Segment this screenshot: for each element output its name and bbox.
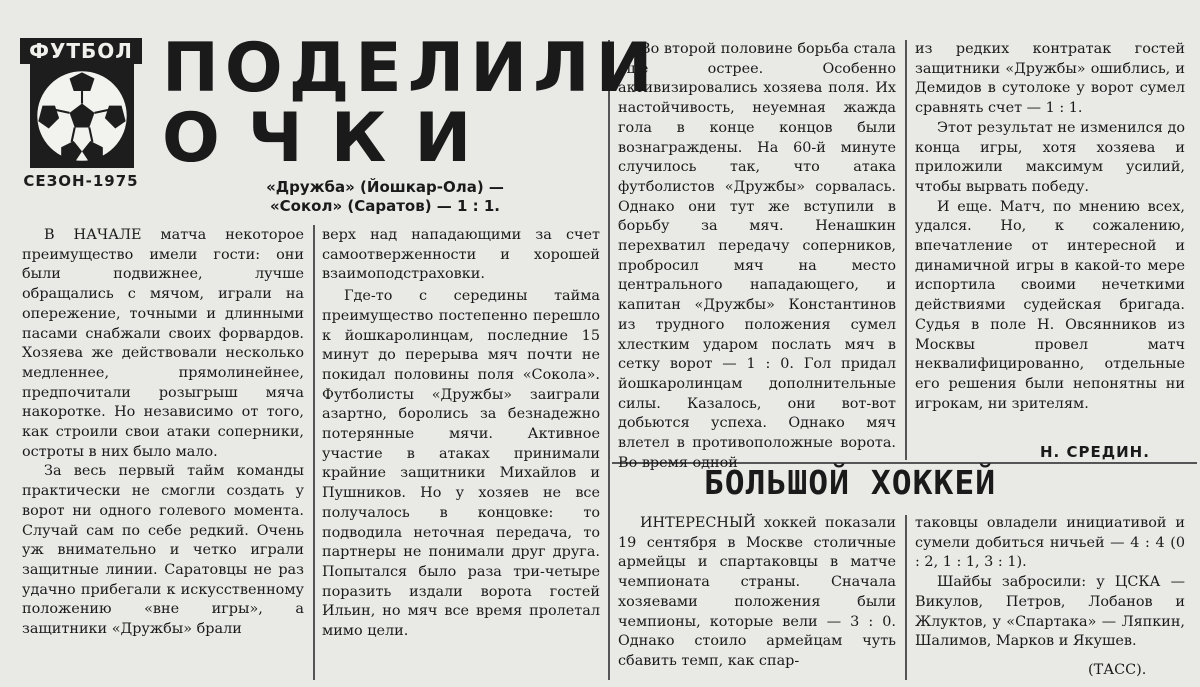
hockey-column-1	[618, 514, 896, 672]
headline-line-1: ПОДЕЛИЛИ	[162, 29, 659, 108]
news-agency-source: (ТАСС).	[1088, 662, 1147, 678]
subtitle-line-2: «Сокол» (Саратов) — 1 : 1.	[269, 197, 501, 215]
paragraph: В НАЧАЛЕ матча некоторое преимущество имели гости: они были подвижнее, лучше обращались с мячом, играли на опережение, точными и длинными пасами снабжали своих форвардов. Хозяева же действовали несколько медленнее, прямолинейнее, предпочитали розыгрыш мяча накоротке. Но независимо от того, как строили свои атаки соперники, остроты в них было мало.	[22, 227, 304, 460]
headline-line-2: ОЧКИ	[162, 99, 500, 178]
football-column-4	[915, 40, 1185, 414]
column-rule	[905, 515, 907, 680]
football-column-3	[618, 40, 896, 473]
column-rule	[313, 225, 315, 680]
paragraph: За весь первый тайм команды практически не смогли создать у ворот ни одного голевого момента. Случай сам по себе редкий. Очень уж внимательно и четко играли защитные линии. Саратовцы не раз удачно прибегали к искусственному положению «вне игры», а защитники «Дружбы» брали	[22, 463, 304, 638]
match-subtitle	[170, 178, 600, 216]
author-signature: Н. СРЕДИН.	[1040, 443, 1150, 461]
football-column-1	[22, 226, 304, 640]
football-logo-label: ФУТБОЛ	[20, 38, 142, 64]
paragraph: ИНТЕРЕСНЫЙ хоккей показали 19 сентября в Москве столичные армейцы и спартаковцы в матче чемпионата страны. Сначала хозяевами положения были чемпионы, которые вели — 3 : 0. Однако стоило армейцам чуть сбавить темп, как спар-	[618, 515, 896, 669]
football-ball-icon	[30, 64, 134, 168]
column-rule	[608, 40, 610, 680]
paragraph: таковцы овладели инициативой и сумели добиться ничьей — 4 : 4 (0 : 2, 1 : 1, 3 : 1).	[915, 515, 1185, 571]
paragraph: И еще. Матч, по мнению всех, удался. Но, к сожалению, впечатление от интересной и динамичной игры в какой-то мере испортила своими нечеткими действиями судейская бригада. Судья в поле Н. Овсянников из Москвы провел матч неквалифицированно, отдельные его решения были непонятны ни игрокам, ни зрителям.	[915, 198, 1185, 412]
paragraph: из редких контратак гостей защитники «Дружбы» ошиблись, и Демидов в сутолоке у ворот сумел сравнять счет — 1 : 1.	[915, 41, 1185, 117]
subtitle-line-1: «Дружба» (Йошкар-Ола) —	[266, 178, 504, 196]
paragraph: Во второй половине борьба стала еще острее. Особенно активизировались хозяева поля. Их настойчивость, неуемная жажда гола в конце концов были вознаграждены. На 60-й минуте случилось так, что атака футболистов «Дружбы» сорвалась. Однако они тут же вступили в борьбу за мяч. Ненашкин перехватил передачу соперников, пробросил мяч на место центрального нападающего, и капитан «Дружбы» Константинов из трудного положения сумел хлестким ударом послать мяч в сетку ворот — 1 : 0. Гол придал йошкаролинцам дополнительные силы. Казалось, они вот-вот добьются успеха. Однако мяч влетел в противоположные ворота. Во время одной	[618, 41, 896, 471]
paragraph: верх над нападающими за счет самоотверженности и хорошей взаимоподстраховки.	[322, 227, 600, 283]
football-season-label: СЕЗОН-1975	[23, 172, 139, 190]
column-rule	[905, 40, 907, 460]
paragraph: Шайбы забросили: у ЦСКА — Викулов, Петров, Лобанов и Жлуктов, у «Спартака» — Ляпкин, Шалимов, Марков и Якушев.	[915, 574, 1185, 650]
paragraph: Где-то с середины тайма преимущество постепенно перешло к йошкаролинцам, последние 15 минут до перерыва мяч почти не покидал половины поля «Сокола». Футболисты «Дружбы» заиграли азартно, боролись за безнадежно потерянные мячи. Активное участие в атаках принимали крайние защитники Михайлов и Пушников. Но у хозяев не все получалось в концовке: то подводила неточная передача, то партнеры не понимали друг друга. Попытался было раза три-четыре поразить издали ворота гостей Ильин, но мяч все время пролетал мимо цели.	[322, 288, 600, 640]
hockey-column-2	[915, 514, 1185, 652]
paragraph: Этот результат не изменился до конца игры, хотя хозяева и приложили максимум усилий, чтобы вырвать победу.	[915, 119, 1185, 195]
hockey-headline: БОЛЬШОЙ ХОККЕЙ	[703, 463, 997, 502]
football-column-2	[322, 226, 600, 642]
